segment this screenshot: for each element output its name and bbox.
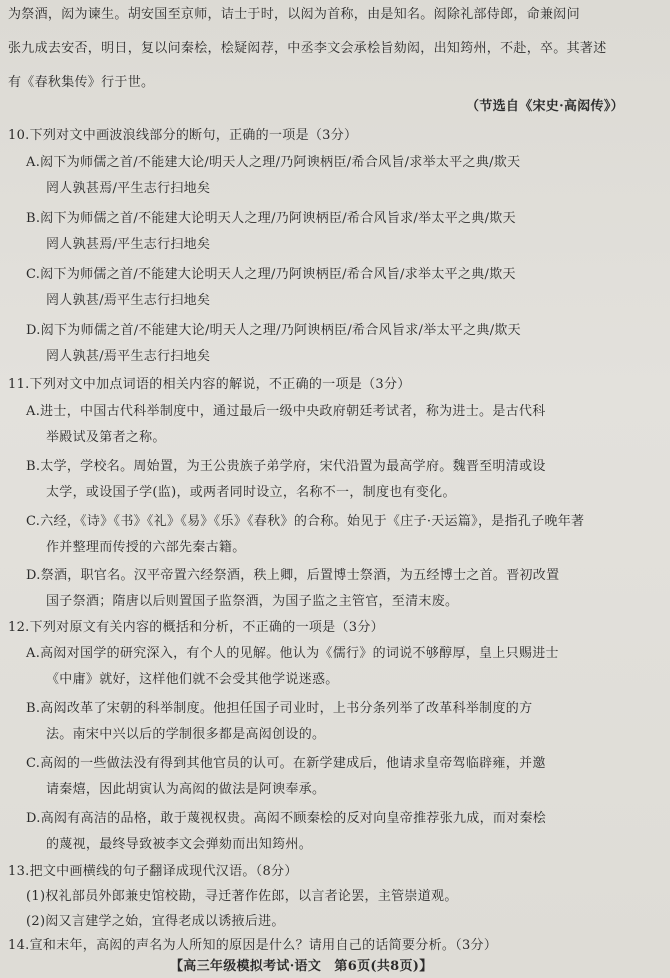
- q10-option-d: D.闳下为师儒之首/不能建大论/明天人之理/乃阿谀柄臣/希合风旨求/举太平之典/欺天: [26, 323, 521, 338]
- q11-option-d: 国子祭酒；隋唐以后则置国子监祭酒，为国子监之主管官，至清末废。: [46, 594, 459, 609]
- q11-option-c: C.六经，《诗》《书》《礼》《易》《乐》《春秋》的合称。始见于《庄子·天运篇》，是指孔子晚年著: [26, 514, 585, 529]
- passage-line: 有《春秋集传》行于世。: [8, 75, 155, 90]
- q12-option-c: 请秦熺，因此胡寅认为高闳的做法是阿谀奉承。: [46, 782, 326, 797]
- q11-option-b: 太学，或设国子学(监)，或两者同时设立，名称不一，制度也有变化。: [46, 485, 456, 500]
- q13-sentence-1: (1)权礼部员外郎兼史馆校勘，寻迁著作佐郎，以言者论罢，主管崇道观。: [26, 889, 458, 904]
- q10-option-a: A.闳下为师儒之首/不能建大论/明天人之理/乃阿谀柄臣/希合风旨/求举太平之典/欺天: [26, 155, 521, 170]
- question-11-stem: 11.下列对文中加点词语的相关内容的解说，不正确的一项是（3分）: [8, 377, 411, 392]
- q10-option-b: B.闳下为师儒之首/不能建大论明天人之理/乃阿谀柄臣/希合风旨求/举太平之典/欺天: [26, 211, 516, 226]
- q12-option-b: 法。南宋中兴以后的学制很多都是高闳创设的。: [46, 727, 326, 742]
- q12-option-d: D.高闳有高洁的品格，敢于蔑视权贵。高闳不顾秦桧的反对向皇帝推荐张九成，而对秦桧: [26, 811, 547, 826]
- question-12-stem: 12.下列对原文有关内容的概括和分析，不正确的一项是（3分）: [8, 620, 384, 635]
- q10-option-b: 罔人孰甚焉/平生志行扫地矣: [46, 237, 211, 252]
- source-citation: （节选自《宋史·高闳传》）: [466, 99, 624, 114]
- q10-option-d: 罔人孰甚/焉平生志行扫地矣: [46, 349, 211, 364]
- q10-option-c: 罔人孰甚/焉平生志行扫地矣: [46, 293, 211, 308]
- q11-option-a: A.进士，中国古代科举制度中，通过最后一级中央政府朝廷考试者，称为进士。是古代科: [26, 404, 546, 419]
- q11-option-a: 举殿试及第者之称。: [46, 430, 166, 445]
- q10-option-c: C.闳下为师儒之首/不能建大论明天人之理/乃阿谀柄臣/希合风旨/求举太平之典/欺天: [26, 267, 516, 282]
- passage-line: 张九成去安否，明日，复以问秦桧，桧疑闳荐，中丞李文会承桧旨劾闳，出知筠州，不赴，卒。其著述: [8, 41, 607, 56]
- q13-sentence-2: (2)闳又言建学之始，宜得老成以诱掖后进。: [26, 914, 285, 929]
- q11-option-c: 作并整理而传授的六部先秦古籍。: [46, 540, 246, 555]
- question-14-stem: 14.宣和末年，高闳的声名为人所知的原因是什么？请用自己的话简要分析。（3分）: [8, 938, 498, 953]
- q11-option-d: D.祭酒，职官名。汉平帝置六经祭酒，秩上卿，后置博士祭酒，为五经博士之首。晋初改置: [26, 568, 560, 583]
- question-13-stem: 13.把文中画横线的句子翻译成现代汉语。（8分）: [8, 864, 298, 879]
- q12-option-c: C.高闳的一些做法没有得到其他官员的认可。在新学建成后，他请求皇帝驾临辟雍，并邀: [26, 756, 546, 771]
- page-footer: 【高三年级模拟考试·语文 第6页(共8页)】: [170, 959, 433, 974]
- q11-option-b: B.太学，学校名。周始置，为王公贵族子弟学府，宋代沿置为最高学府。魏晋至明清或设: [26, 459, 546, 474]
- q12-option-b: B.高闳改革了宋朝的科举制度。他担任国子司业时，上书分条列举了改革科举制度的方: [26, 701, 533, 716]
- q12-option-a: 《中庸》就好，这样他们就不会受其他学说迷惑。: [46, 672, 339, 687]
- q12-option-a: A.高闳对国学的研究深入，有个人的见解。他认为《儒行》的词说不够醇厚，皇上只赐进士: [26, 646, 559, 661]
- q12-option-d: 的蔑视，最终导致被李文会弹劾而出知筠州。: [46, 837, 313, 852]
- q10-option-a: 罔人孰甚焉/平生志行扫地矣: [46, 181, 211, 196]
- passage-line: 为祭酒，闳为谏生。胡安国至京师，诘士于时，以闳为首称，由是知名。闳除礼部侍郎，命兼闳问: [8, 7, 580, 22]
- question-10-stem: 10.下列对文中画波浪线部分的断句，正确的一项是（3分）: [8, 128, 358, 143]
